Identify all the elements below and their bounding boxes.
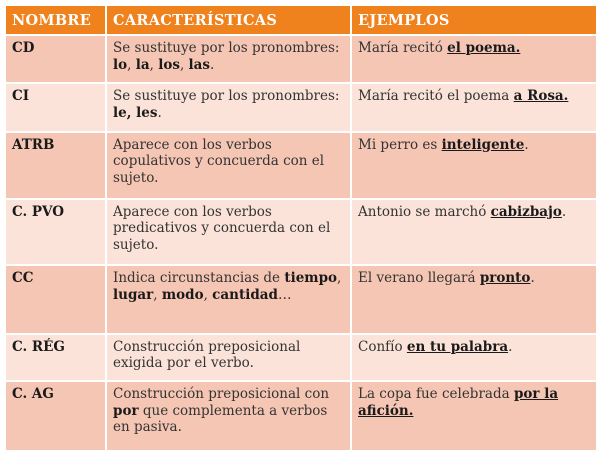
table-row bbox=[5, 83, 597, 131]
text-fragment: … bbox=[277, 286, 292, 303]
header-caracteristicas: CARACTERÍSTICAS bbox=[106, 5, 351, 35]
text-fragment: Mi perro es bbox=[358, 136, 442, 153]
table-row bbox=[5, 199, 597, 266]
text-fragment: La copa fue celebrada bbox=[358, 386, 514, 403]
row-ejemplo bbox=[351, 132, 597, 199]
table-row bbox=[5, 381, 597, 451]
text-fragment: . bbox=[508, 338, 513, 355]
table-row bbox=[5, 265, 597, 334]
text-fragment: Confío bbox=[358, 338, 407, 355]
row-caracteristicas bbox=[106, 132, 351, 199]
row-name: CD bbox=[5, 35, 106, 83]
row-caracteristicas bbox=[106, 334, 351, 381]
circumstance: modo bbox=[161, 286, 204, 303]
text-fragment: , bbox=[153, 286, 162, 303]
row-ejemplo bbox=[351, 199, 597, 266]
highlighted-complement: inteligente bbox=[441, 136, 525, 153]
table-row bbox=[5, 334, 597, 381]
text-fragment: Construcción preposicional exigida por el verbo. bbox=[113, 338, 301, 372]
circumstance: tiempo bbox=[284, 270, 338, 287]
table-row bbox=[5, 132, 597, 199]
pronoun: las bbox=[188, 56, 211, 73]
highlighted-complement: pronto bbox=[479, 270, 531, 287]
text-fragment: Aparece con los verbos predicativos y concuerda con el sujeto. bbox=[113, 203, 331, 253]
text-fragment: Construcción preposicional con bbox=[113, 386, 330, 403]
row-caracteristicas bbox=[106, 265, 351, 334]
pronoun: lo bbox=[113, 56, 128, 73]
pronoun: los bbox=[158, 56, 180, 73]
text-fragment: María recitó el poema bbox=[358, 88, 514, 105]
row-name: C. AG bbox=[5, 381, 106, 451]
text-fragment: Aparece con los verbos copulativos y concuerda con el sujeto. bbox=[113, 136, 325, 186]
header-ejemplos: EJEMPLOS bbox=[351, 5, 597, 35]
header-nombre: NOMBRE bbox=[5, 5, 106, 35]
pronoun: le, les bbox=[113, 104, 158, 121]
row-ejemplo bbox=[351, 334, 597, 381]
text-fragment: Se sustituye por los pronombres: bbox=[113, 88, 340, 105]
text-fragment: María recitó bbox=[358, 40, 448, 56]
row-caracteristicas bbox=[106, 381, 351, 451]
text-fragment: El verano llegará bbox=[358, 270, 480, 287]
row-name: C. RÉG bbox=[5, 334, 106, 381]
circumstance: lugar bbox=[113, 286, 154, 303]
text-fragment: , bbox=[149, 56, 159, 73]
row-caracteristicas bbox=[106, 35, 351, 83]
text-fragment: . bbox=[210, 56, 215, 73]
highlighted-complement: cabizbajo bbox=[490, 203, 562, 220]
text-fragment: Antonio se marchó bbox=[358, 203, 491, 220]
row-caracteristicas bbox=[106, 199, 351, 266]
row-name: C. PVO bbox=[5, 199, 106, 266]
text-fragment: , bbox=[203, 286, 213, 303]
text-fragment: . bbox=[530, 270, 535, 287]
text-fragment: Se sustituye por los pronombres: bbox=[113, 40, 340, 56]
table-row bbox=[5, 35, 597, 83]
row-ejemplo bbox=[351, 381, 597, 451]
highlighted-complement: el poema. bbox=[447, 40, 521, 56]
highlighted-complement: a Rosa. bbox=[513, 88, 569, 105]
text-fragment: , bbox=[179, 56, 189, 73]
text-fragment: que complementa a verbos en pasiva. bbox=[113, 402, 328, 436]
pronoun: la bbox=[135, 56, 150, 73]
text-fragment: . bbox=[561, 203, 567, 220]
row-ejemplo bbox=[351, 265, 597, 334]
text-fragment: , bbox=[127, 56, 136, 73]
circumstance: cantidad bbox=[212, 286, 278, 303]
highlighted-complement: por la afición. bbox=[358, 386, 559, 419]
text-fragment: , bbox=[337, 270, 342, 287]
text-fragment: . bbox=[524, 136, 529, 153]
row-name: ATRB bbox=[5, 132, 106, 199]
row-ejemplo bbox=[351, 83, 597, 131]
row-ejemplo bbox=[351, 35, 597, 83]
row-caracteristicas bbox=[106, 83, 351, 131]
row-name: CI bbox=[5, 83, 106, 131]
syntax-functions-table bbox=[4, 4, 598, 452]
text-fragment: Indica circunstancias de bbox=[113, 270, 285, 287]
preposition: por bbox=[113, 402, 139, 419]
row-name: CC bbox=[5, 265, 106, 334]
highlighted-complement: en tu palabra bbox=[406, 338, 509, 355]
table-header-row bbox=[5, 5, 597, 35]
text-fragment: . bbox=[157, 104, 162, 121]
